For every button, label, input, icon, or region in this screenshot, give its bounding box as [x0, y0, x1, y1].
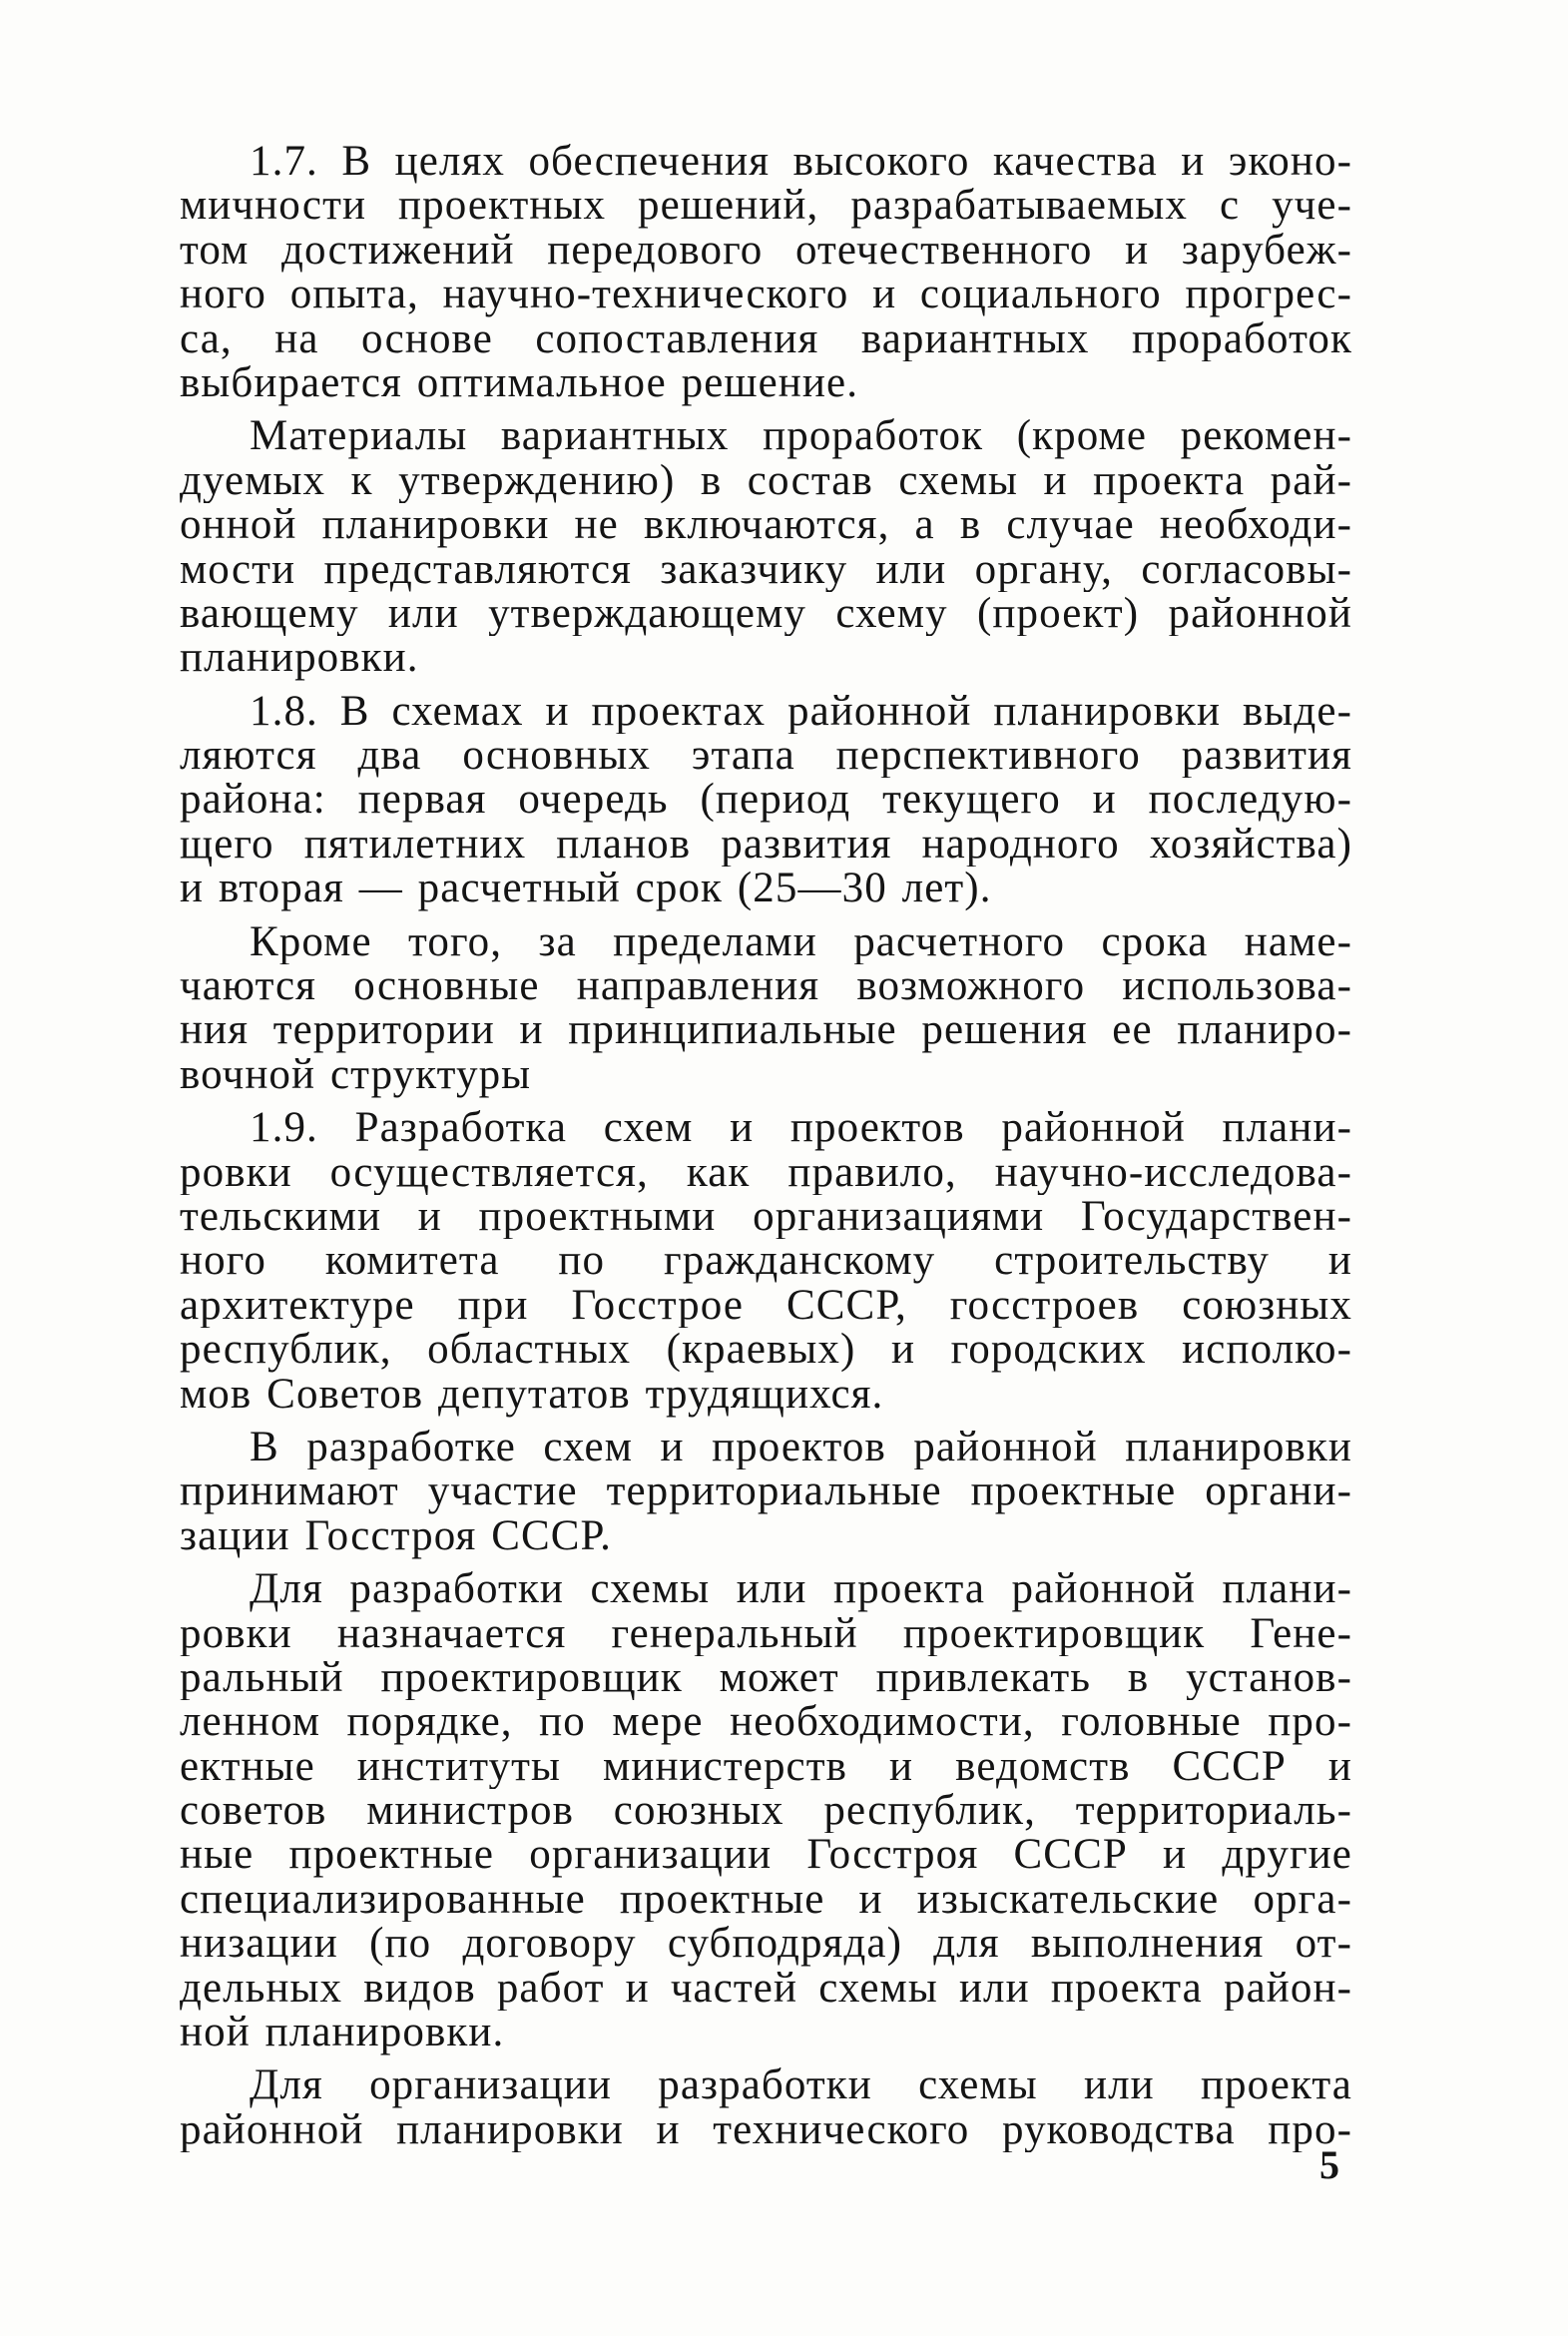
body-text	[180, 140, 1352, 2152]
paragraph-1-8	[180, 690, 1352, 911]
text-line: Кроме того, за пределами расчетного срока наме-	[250, 919, 1352, 965]
text-line: дуемых к утверждению) в состав схемы и проекта рай-	[180, 458, 1352, 504]
text-line: ные проектные организации Госстроя СССР и другие	[180, 1833, 1352, 1878]
text-line: ния территории и принципиальные решения ее планиро-	[180, 1008, 1352, 1053]
text-line: вающему или утверждающему схему (проект) районной	[180, 591, 1352, 637]
text-line: са, на основе сопоставления вариантных проработок	[180, 316, 1352, 361]
text-line: специализированные проектные и изыскательские орга-	[180, 1877, 1352, 1923]
paragraph-participation	[180, 1426, 1352, 1558]
text-line: выбирается оптимальное решение.	[180, 358, 859, 406]
text-line: мичности проектных решений, разрабатываемых с уче-	[180, 184, 1352, 229]
text-line: архитектуре при Госстрое СССР, госстроев союзных	[180, 1283, 1352, 1329]
text-line: ной планировки.	[180, 2009, 505, 2056]
text-line: мов Советов депутатов трудящихся.	[180, 1370, 884, 1418]
paragraph-1-7	[180, 140, 1352, 405]
text-line: 1.9. Разработка схем и проектов районной плани-	[250, 1106, 1352, 1151]
text-line: дельных видов работ и частей схемы или проекта район-	[180, 1966, 1352, 2012]
text-line: чаются основные направления возможного использова-	[180, 964, 1352, 1009]
text-line: ленном порядке, по мере необходимости, головные про-	[180, 1700, 1352, 1745]
paragraph-materials	[180, 414, 1352, 680]
text-line: принимают участие территориальные проектные органи-	[180, 1469, 1352, 1514]
text-line: том достижений передового отечественного и зарубеж-	[180, 228, 1352, 274]
paragraph-1-9	[180, 1106, 1352, 1417]
text-line: планировки.	[180, 634, 419, 682]
text-line: ного комитета по гражданскому строительству и	[180, 1239, 1352, 1284]
text-line: Для организации разработки схемы или проекта	[250, 2063, 1352, 2108]
text-line: ровки назначается генеральный проектировщик Гене-	[180, 1611, 1352, 1656]
text-line: ного опыта, научно-технического и социального прогрес-	[180, 273, 1352, 317]
text-line: и вторая — расчетный срок (25—30 лет).	[180, 865, 992, 912]
text-line: ляются два основных этапа перспективного развития	[180, 734, 1352, 779]
paragraph-general-designer	[180, 1567, 1352, 2054]
paragraph-beyond-term	[180, 920, 1352, 1098]
text-line: мости представляются заказчику или органу, согласовы-	[180, 547, 1352, 592]
text-line: онной планировки не включаются, а в случае необходи-	[180, 503, 1352, 548]
text-line: республик, областных (краевых) и городских исполко-	[180, 1328, 1352, 1373]
text-line: В разработке схем и проектов районной планировки	[250, 1425, 1352, 1470]
text-line: щего пятилетних планов развития народного хозяйства)	[180, 822, 1352, 868]
text-line: 1.7. В целях обеспечения высокого качества и эконо-	[250, 140, 1352, 185]
paragraph-organization	[180, 2063, 1352, 2152]
text-line: ровки осуществляется, как правило, научно-исследова-	[180, 1150, 1352, 1195]
text-line: тельскими и проектными организациями Государствен-	[180, 1194, 1352, 1240]
text-line: советов министров союзных республик, территориаль-	[180, 1789, 1352, 1834]
text-line: низации (по договору субподряда) для выполнения от-	[180, 1922, 1352, 1967]
page-number: 5	[1319, 2142, 1339, 2187]
text-line: района: первая очередь (период текущего и последую-	[180, 778, 1352, 823]
text-line: Материалы вариантных проработок (кроме рекомен-	[250, 414, 1352, 459]
text-line: ральный проектировщик может привлекать в установ-	[180, 1655, 1352, 1701]
text-line: районной планировки и технического руководства про-	[180, 2107, 1352, 2153]
text-line: зации Госстроя СССР.	[180, 1511, 613, 1559]
text-line: ектные институты министерств и ведомств СССР и	[180, 1744, 1352, 1790]
text-line: Для разработки схемы или проекта районной плани-	[250, 1567, 1352, 1612]
text-line: 1.8. В схемах и проектах районной планировки выде-	[250, 689, 1352, 735]
text-line: вочной структуры	[180, 1050, 532, 1098]
